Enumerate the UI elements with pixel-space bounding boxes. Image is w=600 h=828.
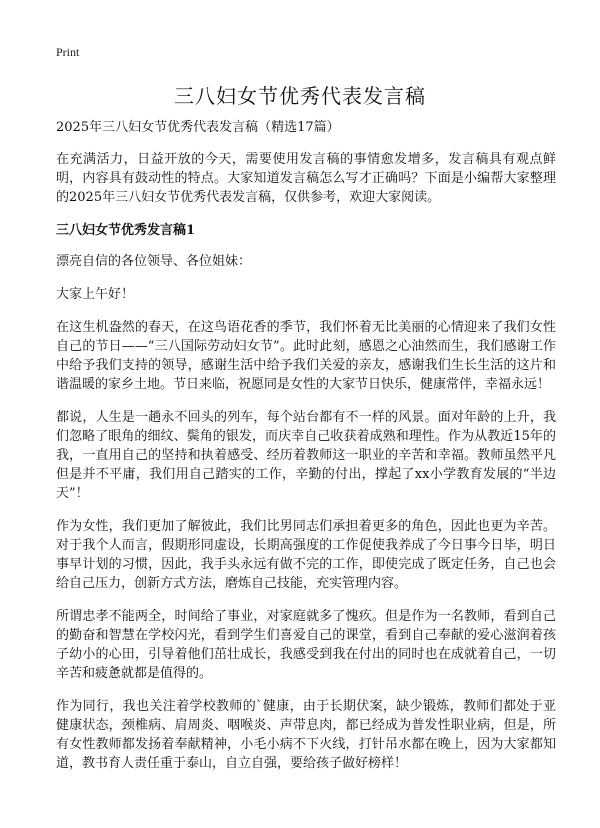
intro-paragraph: 在充满活力，日益开放的今天，需要使用发言稿的事情愈发增多，发言稿具有观点鲜明，内容具有鼓动性的特点。大家知道发言稿怎么写才正确吗？下面是小编帮大家整理的2025年三八妇女节优秀代表发言稿，仅供参考，欢迎大家阅读。 xyxy=(56,152,556,205)
body-paragraph: 在这生机盎然的春天，在这鸟语花香的季节，我们怀着无比美丽的心情迎来了我们女性自己的节日——“三八国际劳动妇女节”。此时此刻，感恩之心油然而生，我们感谢工作中给予我们支持的领导，感谢生活中给予我们关爱的亲友，感谢我们生长生活的这片和谐温暖的家乡土地。节日来临，祝愿同是女性的大家节日快乐，健康常伴，幸福永远！ xyxy=(56,320,556,392)
body-paragraph: 都说，人生是一趟永不回头的列车，每个站台都有不一样的风景。面对年龄的上升，我们忽略了眼角的细纹、鬓角的银发，而庆幸自己收获着成熟和理性。作为从教近15年的我，一直用自己的坚持和执着感受、经历着教师这一职业的辛苦和幸福。教师虽然平凡但是并不平庸，我们用自己踏实的工作，辛勤的付出，撑起了xx小学教育发展的“半边天”！ xyxy=(56,410,556,501)
body-paragraph: 所谓忠孝不能两全，时间给了事业，对家庭就多了愧疚。但是作为一名教师，看到自己的勤奋和智慧在学校闪光，看到学生们喜爱自己的课堂，看到自己奉献的爱心滋润着孩子幼小的心田，引导着他们茁壮成长，我感受到我在付出的同时也在成就着自己，一切辛苦和疲惫就都是值得的。 xyxy=(56,609,556,681)
body-paragraph: 作为同行，我也关注着学校教师的`健康，由于长期伏案，缺少锻炼，教师们都处于亚健康状态，颈椎病、肩周炎、咽喉炎、声带息肉，都已经成为普发性职业病，但是，所有女性教师都发扬着奉献精神，小毛小病不下火线，打针吊水都在晚上，因为大家都知道，教书育人责任重于泰山，自立自强，要给孩子做好榜样！ xyxy=(56,699,556,771)
greeting-paragraph: 漂亮自信的各位领导、各位姐妹： xyxy=(56,254,252,269)
body-paragraph: 作为女性，我们更加了解彼此，我们比男同志们承担着更多的角色，因此也更为辛苦。对于我个人而言，假期形同虚设，长期高强度的工作促使我养成了今日事今日毕，明日事早计划的习惯，因此，我手头永远有做不完的工作，即使完成了既定任务，自己也会给自己压力，创新方式方法，磨炼自己技能，充实管理内容。 xyxy=(56,519,556,591)
page-title: 三八妇女节优秀代表发言稿 xyxy=(174,84,426,108)
article-body xyxy=(56,118,556,787)
salutation-paragraph: 大家上午好！ xyxy=(56,287,135,302)
print-link[interactable]: Print xyxy=(56,45,80,59)
article-subtitle: 2025年三八妇女节优秀代表发言稿（精选17篇） xyxy=(56,120,340,135)
section-heading: 三八妇女节优秀发言稿1 xyxy=(56,223,196,238)
